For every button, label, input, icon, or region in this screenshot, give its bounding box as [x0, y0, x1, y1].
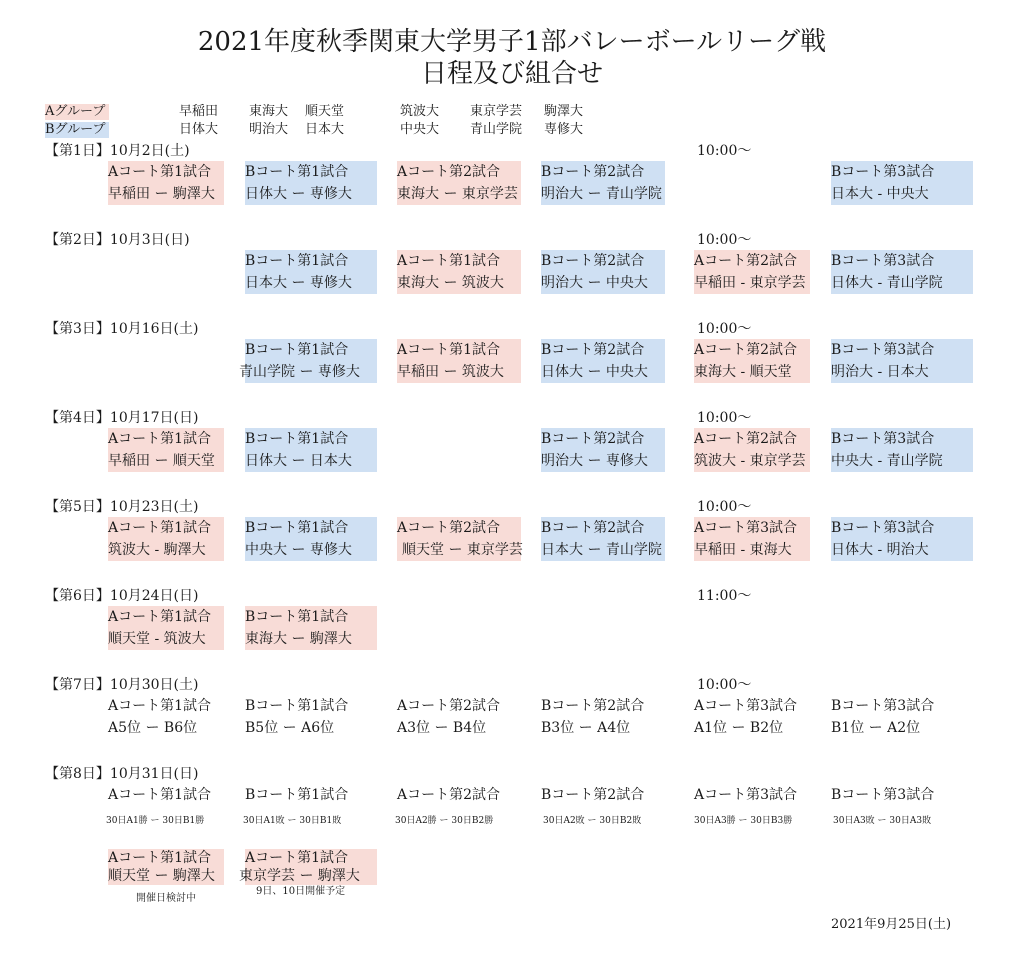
match-label: A5位 ー B6位: [108, 720, 198, 736]
match-cell: [108, 695, 224, 739]
court-label: Aコート第2試合: [694, 253, 798, 269]
match-label: 日本大 ー 専修大: [245, 275, 352, 291]
court-label: Bコート第1試合: [245, 342, 349, 358]
court-label: Aコート第1試合: [108, 698, 212, 714]
legend-team: 順天堂: [305, 104, 345, 119]
match-label: 日体大 ‐ 明治大: [831, 542, 929, 558]
match-cell: [831, 517, 973, 561]
match-label: 早稲田 ‐ 東海大: [694, 542, 792, 558]
match-label: 東京学芸 ー 駒澤大: [239, 868, 360, 884]
legend-team: 青山学院: [470, 122, 523, 137]
start-time: 10:00～: [697, 321, 752, 337]
court-label: Bコート第1試合: [245, 253, 349, 269]
court-label: Bコート第3試合: [831, 698, 935, 714]
match-cell: [108, 784, 238, 828]
match-label: 30日A1敗 ー 30日B1敗: [243, 816, 342, 826]
match-cell: [245, 606, 377, 650]
court-label: Bコート第1試合: [245, 787, 349, 803]
match-cell: [541, 784, 671, 828]
match-cell: [694, 695, 810, 739]
court-label: Bコート第3試合: [831, 253, 935, 269]
legend-team: 東海大: [249, 104, 289, 119]
day-header: 【第5日】10月23日(土): [45, 499, 199, 515]
match-cell: [108, 428, 224, 472]
legend-team: 東京学芸: [470, 104, 523, 119]
day-header: 【第4日】10月17日(日): [45, 410, 199, 426]
day-header: 【第7日】10月30日(土): [45, 677, 199, 693]
match-cell: [245, 517, 377, 561]
match-cell: [397, 250, 521, 294]
legend-team: 中央大: [400, 122, 440, 137]
match-label: 30日A2敗 ー 30日B2敗: [543, 816, 642, 826]
court-label: Bコート第2試合: [541, 253, 645, 269]
match-cell: [831, 695, 973, 739]
match-label: A3位 ー B4位: [397, 720, 487, 736]
match-cell: [245, 695, 377, 739]
match-cell: [245, 161, 377, 205]
court-label: Aコート第1試合: [245, 850, 349, 866]
match-cell: [245, 428, 377, 472]
court-label: Aコート第3試合: [694, 787, 798, 803]
match-cell: [397, 517, 521, 561]
match-label: 青山学院 ー 専修大: [239, 364, 360, 380]
court-label: Bコート第3試合: [831, 164, 935, 180]
court-label: Bコート第3試合: [831, 431, 935, 447]
start-time: 10:00～: [697, 410, 752, 426]
match-label: 日体大 ー 日本大: [245, 453, 352, 469]
match-label: 東海大 ー 筑波大: [397, 275, 504, 291]
court-label: Bコート第1試合: [245, 698, 349, 714]
match-cell: [239, 849, 377, 885]
match-label: 明治大 ー 青山学院: [541, 186, 662, 202]
match-cell: [108, 606, 224, 650]
match-label: 日体大 ‐ 青山学院: [831, 275, 943, 291]
match-cell: [694, 784, 824, 828]
legend-team: 専修大: [544, 122, 584, 137]
court-label: Bコート第2試合: [541, 698, 645, 714]
match-cell: [245, 784, 377, 828]
match-label: 中央大 ー 専修大: [245, 542, 352, 558]
start-time: 10:00～: [697, 499, 752, 515]
court-label: Bコート第2試合: [541, 431, 645, 447]
match-cell: [694, 250, 810, 294]
group-a-label: Aグループ: [45, 104, 109, 120]
start-time: 11:00～: [697, 588, 752, 604]
match-cell: [108, 849, 224, 885]
match-label: 順天堂 ー 東京学芸: [402, 542, 523, 558]
match-cell: [831, 250, 973, 294]
court-label: Aコート第1試合: [108, 164, 212, 180]
match-label: A1位 ー B2位: [694, 720, 784, 736]
court-label: Aコート第1試合: [397, 253, 501, 269]
match-cell: [108, 517, 224, 561]
note-text: 開催日検討中: [136, 893, 196, 904]
legend-team: 明治大: [249, 122, 289, 137]
court-label: Aコート第3試合: [694, 520, 798, 536]
match-label: 日本大 ー 青山学院: [541, 542, 662, 558]
court-label: Bコート第2試合: [541, 342, 645, 358]
court-label: Bコート第1試合: [245, 431, 349, 447]
match-label: 筑波大 ‐ 駒澤大: [108, 542, 206, 558]
court-label: Aコート第2試合: [397, 164, 501, 180]
match-label: 早稲田 ー 駒澤大: [108, 186, 215, 202]
group-b-label: Bグループ: [45, 122, 109, 138]
match-label: 明治大 ー 専修大: [541, 453, 648, 469]
day-header: 【第2日】10月3日(日): [45, 232, 190, 248]
match-cell: [831, 784, 973, 828]
match-label: 筑波大 ‐ 東京学芸: [694, 453, 806, 469]
start-time: 10:00～: [697, 143, 752, 159]
day-header: 【第6日】10月24日(日): [45, 588, 199, 604]
match-label: B5位 ー A6位: [245, 720, 335, 736]
match-label: 東海大 ー 駒澤大: [245, 631, 352, 647]
court-label: Bコート第2試合: [541, 520, 645, 536]
day-header: 【第3日】10月16日(土): [45, 321, 199, 337]
match-label: 東海大 ー 東京学芸: [397, 186, 518, 202]
match-cell: [541, 695, 665, 739]
match-label: 明治大 ‐ 日本大: [831, 364, 929, 380]
match-cell: [239, 339, 377, 383]
note-text: 9日、10日開催予定: [256, 886, 346, 897]
court-label: Aコート第1試合: [108, 850, 212, 866]
day-header: 【第1日】10月2日(土): [45, 143, 190, 159]
match-label: 30日A1勝 ー 30日B1勝: [106, 816, 205, 826]
match-cell: [694, 428, 810, 472]
issue-date: 2021年9月25日(土): [831, 917, 952, 932]
match-label: 日体大 ー 専修大: [245, 186, 352, 202]
match-label: 早稲田 ー 筑波大: [397, 364, 504, 380]
match-cell: [831, 339, 973, 383]
match-cell: [541, 161, 665, 205]
match-cell: [831, 428, 973, 472]
court-label: Aコート第1試合: [108, 520, 212, 536]
court-label: Bコート第1試合: [245, 520, 349, 536]
court-label: Aコート第2試合: [397, 787, 501, 803]
court-label: Bコート第2試合: [541, 164, 645, 180]
match-label: 30日A2勝 ー 30日B2勝: [395, 816, 494, 826]
match-cell: [541, 250, 665, 294]
court-label: Bコート第1試合: [245, 164, 349, 180]
start-time: 10:00～: [697, 232, 752, 248]
legend-team: 筑波大: [400, 104, 440, 119]
court-label: Bコート第2試合: [541, 787, 645, 803]
match-label: B1位 ー A2位: [831, 720, 921, 736]
match-cell: [397, 161, 521, 205]
legend-team: 日体大: [179, 122, 219, 137]
court-label: Aコート第2試合: [694, 431, 798, 447]
match-cell: [694, 339, 810, 383]
court-label: Aコート第2試合: [694, 342, 798, 358]
court-label: Bコート第1試合: [245, 609, 349, 625]
court-label: Aコート第3試合: [694, 698, 798, 714]
match-label: 中央大 ‐ 青山学院: [831, 453, 943, 469]
match-label: 30日A3敗 ー 30日A3敗: [833, 816, 932, 826]
page-title: 2021年度秋季関東大学男子1部バレーボールリーグ戦: [197, 27, 827, 57]
match-cell: [397, 784, 521, 828]
match-cell: [245, 250, 377, 294]
match-label: 明治大 ー 中央大: [541, 275, 648, 291]
court-label: Aコート第2試合: [397, 520, 501, 536]
match-cell: [108, 161, 224, 205]
legend-team: 日本大: [305, 122, 345, 137]
court-label: Bコート第3試合: [831, 520, 935, 536]
match-label: 日体大 ー 中央大: [541, 364, 648, 380]
match-cell: [831, 161, 973, 205]
match-label: B3位 ー A4位: [541, 720, 631, 736]
match-label: 順天堂 ー 駒澤大: [108, 868, 215, 884]
match-cell: [694, 517, 810, 561]
court-label: Bコート第3試合: [831, 787, 935, 803]
match-label: 順天堂 ‐ 筑波大: [108, 631, 206, 647]
match-cell: [397, 339, 521, 383]
match-cell: [541, 517, 665, 561]
court-label: Aコート第1試合: [397, 342, 501, 358]
legend-team: 早稲田: [179, 104, 219, 119]
match-label: 東海大 ‐ 順天堂: [694, 364, 792, 380]
page-subtitle: 日程及び組合せ: [420, 59, 603, 89]
match-label: 早稲田 ‐ 東京学芸: [694, 275, 806, 291]
match-cell: [397, 695, 521, 739]
court-label: Aコート第1試合: [108, 787, 212, 803]
match-label: 早稲田 ー 順天堂: [108, 453, 215, 469]
court-label: Aコート第2試合: [397, 698, 501, 714]
match-cell: [541, 428, 665, 472]
match-cell: [541, 339, 665, 383]
court-label: Aコート第1試合: [108, 609, 212, 625]
court-label: Aコート第1試合: [108, 431, 212, 447]
legend-team: 駒澤大: [544, 104, 584, 119]
day-header: 【第8日】10月31日(日): [45, 766, 199, 782]
match-label: 日本大 ‐ 中央大: [831, 186, 929, 202]
court-label: Bコート第3試合: [831, 342, 935, 358]
start-time: 10:00～: [697, 677, 752, 693]
match-label: 30日A3勝 ー 30日B3勝: [694, 816, 793, 826]
